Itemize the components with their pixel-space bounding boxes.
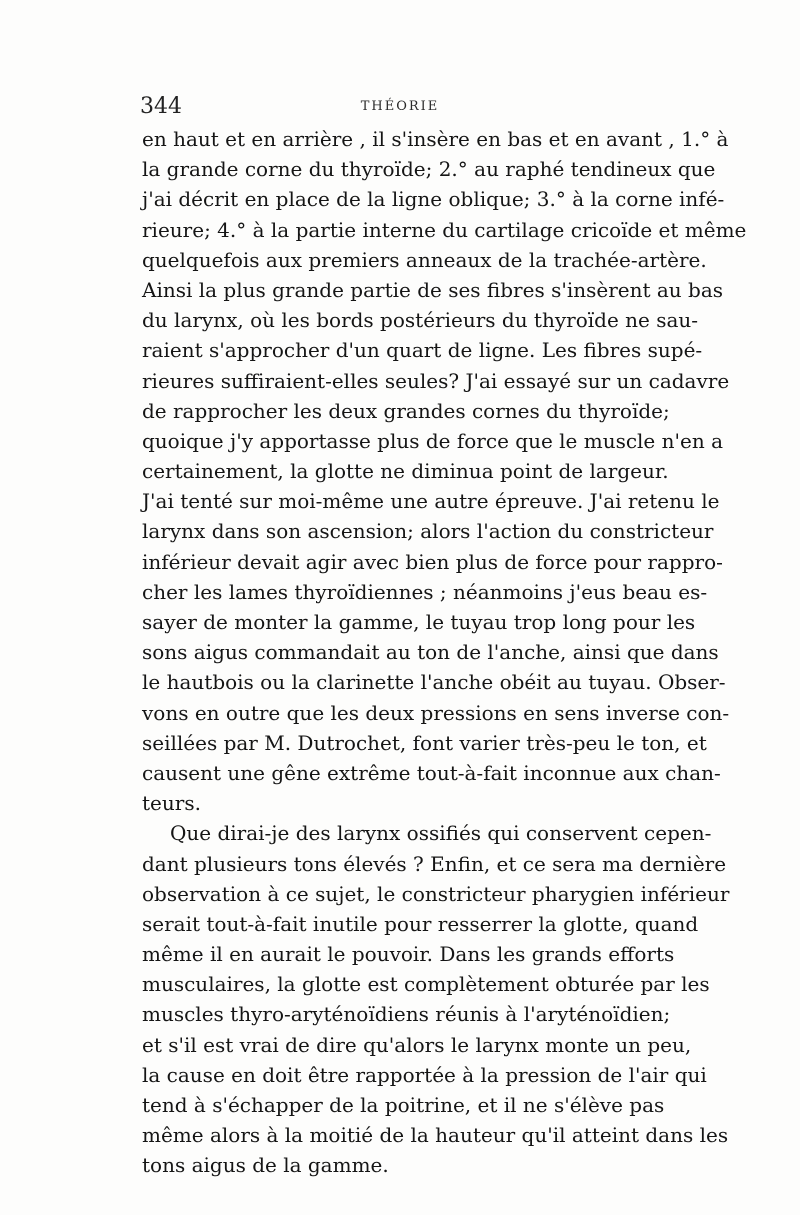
text-line: rieure; 4.° à la partie interne du cartilage cricoïde et même <box>142 217 747 242</box>
text-line: même il en aurait le pouvoir. Dans les grands efforts <box>142 942 675 967</box>
text-line: sons aigus commandait au ton de l'anche, ainsi que dans <box>142 640 719 665</box>
text-line: raient s'approcher d'un quart de ligne. Les fibres supé- <box>142 338 703 363</box>
text-line: observation à ce sujet, le constricteur pharygien inférieur <box>142 881 730 906</box>
text-line: musculaires, la glotte est complètement obturée par les <box>142 972 710 997</box>
text-line: seillées par M. Dutrochet, font varier très-peu le ton, et <box>142 730 707 755</box>
running-head <box>140 92 660 122</box>
text-line: dant plusieurs tons élevés ? Enfin, et ce sera ma dernière <box>142 851 727 876</box>
text-line: le hautbois ou la clarinette l'anche obéit au tuyau. Obser- <box>142 670 726 695</box>
body-text <box>142 124 747 1181</box>
text-line: j'ai décrit en place de la ligne oblique; 3.° à la corne infé- <box>142 187 725 212</box>
text-line: quoique j'y apportasse plus de force que le muscle n'en a <box>142 428 724 453</box>
running-title: THÉORIE <box>360 99 440 114</box>
text-line: quelquefois aux premiers anneaux de la trachée-artère. <box>142 247 707 272</box>
text-line: teurs. <box>142 791 201 816</box>
text-line: serait tout-à-fait inutile pour resserrer la glotte, quand <box>142 911 699 936</box>
text-line: cher les lames thyroïdiennes ; néanmoins j'eus beau es- <box>142 579 708 604</box>
text-line: larynx dans son ascension; alors l'action du constricteur <box>142 519 714 544</box>
text-line: rieures suffiraient-elles seules? J'ai essayé sur un cadavre <box>142 368 730 393</box>
text-line: du larynx, où les bords postérieurs du thyroïde ne sau- <box>142 308 699 333</box>
text-line: de rapprocher les deux grandes cornes du thyroïde; <box>142 398 670 423</box>
text-line: la grande corne du thyroïde; 2.° au raphé tendineux que <box>142 157 716 182</box>
text-line: inférieur devait agir avec bien plus de force pour rappro- <box>142 549 723 574</box>
paragraph <box>142 818 730 1180</box>
text-line: certainement, la glotte ne diminua point de largeur. <box>142 459 669 484</box>
text-line: même alors à la moitié de la hauteur qu'il atteint dans les <box>142 1123 729 1148</box>
text-line: tend à s'échapper de la poitrine, et il ne s'élève pas <box>142 1093 665 1117</box>
text-line: et s'il est vrai de dire qu'alors le larynx monte un peu, <box>142 1032 692 1057</box>
text-line: Que dirai-je des larynx ossifiés qui conservent cepen- <box>170 821 712 846</box>
text-line: muscles thyro-aryténoïdiens réunis à l'aryténoïdien; <box>142 1002 671 1027</box>
text-line: J'ai tenté sur moi-même une autre épreuve. J'ai retenu le <box>142 489 720 514</box>
text-line: la cause en doit être rapportée à la pression de l'air qui <box>142 1062 707 1087</box>
text-line: sayer de monter la gamme, le tuyau trop long pour les <box>142 610 696 634</box>
text-line: en haut et en arrière , il s'insère en bas et en avant , 1.° à <box>142 127 729 151</box>
text-line: tons aigus de la gamme. <box>142 1153 389 1178</box>
page-number: 344 <box>140 94 182 119</box>
paragraph <box>142 124 747 818</box>
text-line: vons en outre que les deux pressions en sens inverse con- <box>142 700 730 725</box>
text-line: Ainsi la plus grande partie de ses fibres s'insèrent au bas <box>142 277 724 302</box>
text-line: causent une gêne extrême tout-à-fait inconnue aux chan- <box>142 760 721 785</box>
